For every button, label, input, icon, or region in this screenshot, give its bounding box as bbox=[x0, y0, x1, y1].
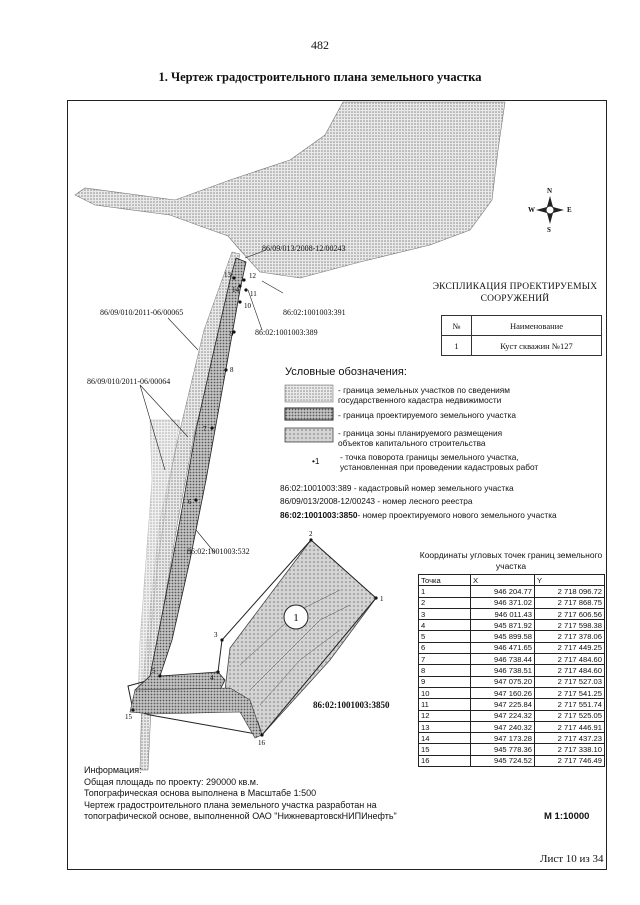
coord-cell-y: 2 717 746.49 bbox=[535, 755, 605, 766]
coord-cell-x: 947 240.32 bbox=[471, 721, 535, 732]
boundary-point bbox=[309, 538, 312, 541]
coord-cell-x: 945 724.52 bbox=[471, 755, 535, 766]
coord-cell-y: 2 718 096.72 bbox=[535, 586, 605, 597]
explication-row-name: Куст скважин №127 bbox=[472, 336, 602, 356]
info-heading: Информация: bbox=[84, 765, 142, 775]
coord-cell-y: 2 717 868.75 bbox=[535, 597, 605, 608]
coord-cell-y: 2 717 437.23 bbox=[535, 733, 605, 744]
compass-e: E bbox=[567, 206, 572, 214]
coord-cell-y: 2 717 527.03 bbox=[535, 676, 605, 687]
coord-cell-y: 2 717 606.56 bbox=[535, 608, 605, 619]
coord-cell-y: 2 717 551.74 bbox=[535, 699, 605, 710]
coord-header-x: X bbox=[471, 575, 535, 586]
coord-cell-x: 945 778.36 bbox=[471, 744, 535, 755]
coord-cell-point: 5 bbox=[419, 631, 471, 642]
info-developed-1: Чертеж градостроительного плана земельного участка разработан на bbox=[84, 799, 377, 810]
coord-cell-point: 8 bbox=[419, 665, 471, 676]
legend-swatch-projected-plot bbox=[285, 408, 333, 420]
info-developed-2: топографической основе, выполненной ОАО "НижневартовскНИПИнефть" bbox=[84, 811, 397, 821]
coord-cell-point: 14 bbox=[419, 733, 471, 744]
label-cadastral-532: 86:02:1001003:532 bbox=[187, 547, 250, 556]
table-row bbox=[419, 642, 605, 653]
boundary-point bbox=[210, 426, 213, 429]
table-row bbox=[419, 710, 605, 721]
table-row bbox=[419, 586, 605, 597]
legend-example-registry: 86/09/013/2008-12/00243 - номер лесного реестра bbox=[280, 496, 473, 506]
sheet-number: Лист 10 из 34 bbox=[540, 853, 604, 865]
label-registry-00064: 86/09/010/2011-06/00064 bbox=[87, 377, 171, 386]
coord-cell-point: 4 bbox=[419, 620, 471, 631]
coord-cell-point: 3 bbox=[419, 608, 471, 619]
label-registry-00065: 86/09/010/2011-06/00065 bbox=[100, 308, 184, 317]
coordinates-title: Координаты угловых точек границ земельного участка bbox=[419, 550, 603, 571]
boundary-point bbox=[238, 300, 241, 303]
coordinates-table bbox=[418, 574, 605, 767]
coord-cell-y: 2 717 525.05 bbox=[535, 710, 605, 721]
coord-cell-x: 947 225.84 bbox=[471, 699, 535, 710]
explication-title: ЭКСПЛИКАЦИЯ ПРОЕКТИРУЕМЫХ СООРУЖЕНИЙ bbox=[432, 282, 598, 304]
compass-n: N bbox=[547, 187, 553, 195]
legend-swatch-construction-zone bbox=[285, 428, 333, 442]
coord-cell-point: 15 bbox=[419, 744, 471, 755]
legend-item-construction-zone: - граница зоны планируемого размещения объектов капитального строительства bbox=[338, 428, 503, 448]
boundary-point bbox=[242, 278, 245, 281]
boundary-point-label: 11 bbox=[250, 290, 257, 298]
compass-s: S bbox=[547, 226, 551, 234]
info-area: Общая площадь по проекту: 290000 кв.м. bbox=[84, 776, 259, 787]
boundary-point-label: 12 bbox=[249, 272, 256, 280]
boundary-point-label: 16 bbox=[258, 739, 265, 747]
boundary-point bbox=[260, 733, 263, 736]
boundary-point-label: 3 bbox=[214, 631, 218, 639]
table-row bbox=[419, 620, 605, 631]
coord-cell-y: 2 717 449.25 bbox=[535, 642, 605, 653]
explication-header-name: Наименование bbox=[472, 316, 602, 336]
boundary-point-label: 14 bbox=[232, 286, 239, 294]
coord-cell-point: 6 bbox=[419, 642, 471, 653]
table-row bbox=[419, 699, 605, 710]
coord-cell-x: 947 173.28 bbox=[471, 733, 535, 744]
boundary-point-label: 8 bbox=[230, 366, 234, 374]
legend-point-symbol: •1 bbox=[312, 456, 320, 466]
coord-cell-x: 946 738.44 bbox=[471, 654, 535, 665]
label-new-plot: 86:02:1001003:3850 bbox=[313, 700, 390, 710]
info-topo: Топографическая основа выполнена в Масштабе 1:500 bbox=[84, 788, 317, 798]
page-number: 482 bbox=[311, 38, 329, 52]
coord-cell-point: 10 bbox=[419, 687, 471, 698]
table-row bbox=[419, 721, 605, 732]
label-forest-registry: 86/09/013/2008-12/00243 bbox=[262, 244, 346, 253]
boundary-point-label: 1 bbox=[380, 595, 384, 603]
compass-w: W bbox=[528, 206, 535, 214]
boundary-point-label: 10 bbox=[244, 302, 251, 310]
explication-row-no: 1 bbox=[442, 336, 472, 356]
coord-cell-y: 2 717 541.25 bbox=[535, 687, 605, 698]
table-row bbox=[419, 631, 605, 642]
coord-cell-x: 946 204.77 bbox=[471, 586, 535, 597]
boundary-point bbox=[158, 674, 161, 677]
coord-cell-x: 946 738.51 bbox=[471, 665, 535, 676]
legend-item-point: - точка поворота границы земельного участка, установленная при проведении кадастровых работ bbox=[340, 452, 539, 472]
table-row bbox=[419, 733, 605, 744]
coord-header-y: Y bbox=[535, 575, 605, 586]
boundary-point bbox=[216, 670, 219, 673]
coord-cell-point: 11 bbox=[419, 699, 471, 710]
explication-table bbox=[441, 315, 602, 356]
table-row bbox=[419, 755, 605, 766]
label-cadastral-389: 86:02:1001003:389 bbox=[255, 328, 318, 337]
coord-cell-point: 7 bbox=[419, 654, 471, 665]
coord-cell-point: 12 bbox=[419, 710, 471, 721]
coord-cell-point: 13 bbox=[419, 721, 471, 732]
coord-cell-x: 947 075.20 bbox=[471, 676, 535, 687]
coord-cell-y: 2 717 598.38 bbox=[535, 620, 605, 631]
boundary-point-label: 9 bbox=[230, 330, 234, 338]
info-block bbox=[84, 765, 397, 823]
table-row bbox=[419, 744, 605, 755]
coord-cell-point: 1 bbox=[419, 586, 471, 597]
boundary-point bbox=[131, 708, 134, 711]
boundary-point-label: 6 bbox=[188, 498, 192, 506]
legend-example-new-plot: 86:02:1001003:3850- номер проектируемого нового земельного участка bbox=[280, 510, 557, 520]
coord-cell-x: 945 871.92 bbox=[471, 620, 535, 631]
boundary-point bbox=[224, 368, 227, 371]
boundary-point bbox=[194, 498, 197, 501]
coord-cell-point: 2 bbox=[419, 597, 471, 608]
legend-swatch-cadastral bbox=[285, 385, 333, 402]
table-row bbox=[419, 687, 605, 698]
legend-item-cadastral: - граница земельных участков по сведениям государственного кадастра недвижимости bbox=[338, 385, 511, 405]
coord-cell-point: 9 bbox=[419, 676, 471, 687]
coord-cell-x: 947 224.32 bbox=[471, 710, 535, 721]
compass-rose bbox=[536, 196, 564, 224]
boundary-point bbox=[232, 276, 235, 279]
coord-cell-x: 946 011.43 bbox=[471, 608, 535, 619]
label-cadastral-391: 86:02:1001003:391 bbox=[283, 308, 346, 317]
legend-example-cadastral: 86:02:1001003:389 - кадастровый номер земельного участка bbox=[280, 483, 514, 493]
boundary-point-label: 5 bbox=[152, 667, 156, 675]
coord-cell-y: 2 717 338.10 bbox=[535, 744, 605, 755]
boundary-point-label: 15 bbox=[125, 713, 132, 721]
boundary-point bbox=[374, 596, 377, 599]
coord-header-point: Точка bbox=[419, 575, 471, 586]
scale-label: М 1:10000 bbox=[544, 811, 590, 822]
object-number: 1 bbox=[293, 612, 299, 624]
boundary-point-label: 7 bbox=[203, 425, 207, 433]
page-title: 1. Чертеж градостроительного плана земельного участка bbox=[158, 70, 482, 84]
coord-cell-x: 946 371.02 bbox=[471, 597, 535, 608]
boundary-point-label: 13 bbox=[224, 271, 231, 279]
table-row bbox=[419, 676, 605, 687]
boundary-point bbox=[244, 288, 247, 291]
legend-title: Условные обозначения: bbox=[285, 366, 407, 378]
legend-item-projected-plot: - граница проектируемого земельного участка bbox=[338, 410, 516, 420]
explication-header-no: № bbox=[442, 316, 472, 336]
coord-cell-x: 947 160.26 bbox=[471, 687, 535, 698]
table-row bbox=[419, 654, 605, 665]
coord-cell-y: 2 717 378.06 bbox=[535, 631, 605, 642]
boundary-point-label: 4 bbox=[210, 674, 214, 682]
table-row bbox=[419, 597, 605, 608]
coord-cell-y: 2 717 484.60 bbox=[535, 654, 605, 665]
coord-cell-x: 945 899.58 bbox=[471, 631, 535, 642]
coord-cell-y: 2 717 484.60 bbox=[535, 665, 605, 676]
boundary-point bbox=[220, 638, 223, 641]
coord-cell-x: 946 471.65 bbox=[471, 642, 535, 653]
coord-cell-y: 2 717 446.91 bbox=[535, 721, 605, 732]
coord-cell-point: 16 bbox=[419, 755, 471, 766]
boundary-point-label: 2 bbox=[309, 530, 313, 538]
table-row bbox=[419, 608, 605, 619]
table-row bbox=[419, 665, 605, 676]
